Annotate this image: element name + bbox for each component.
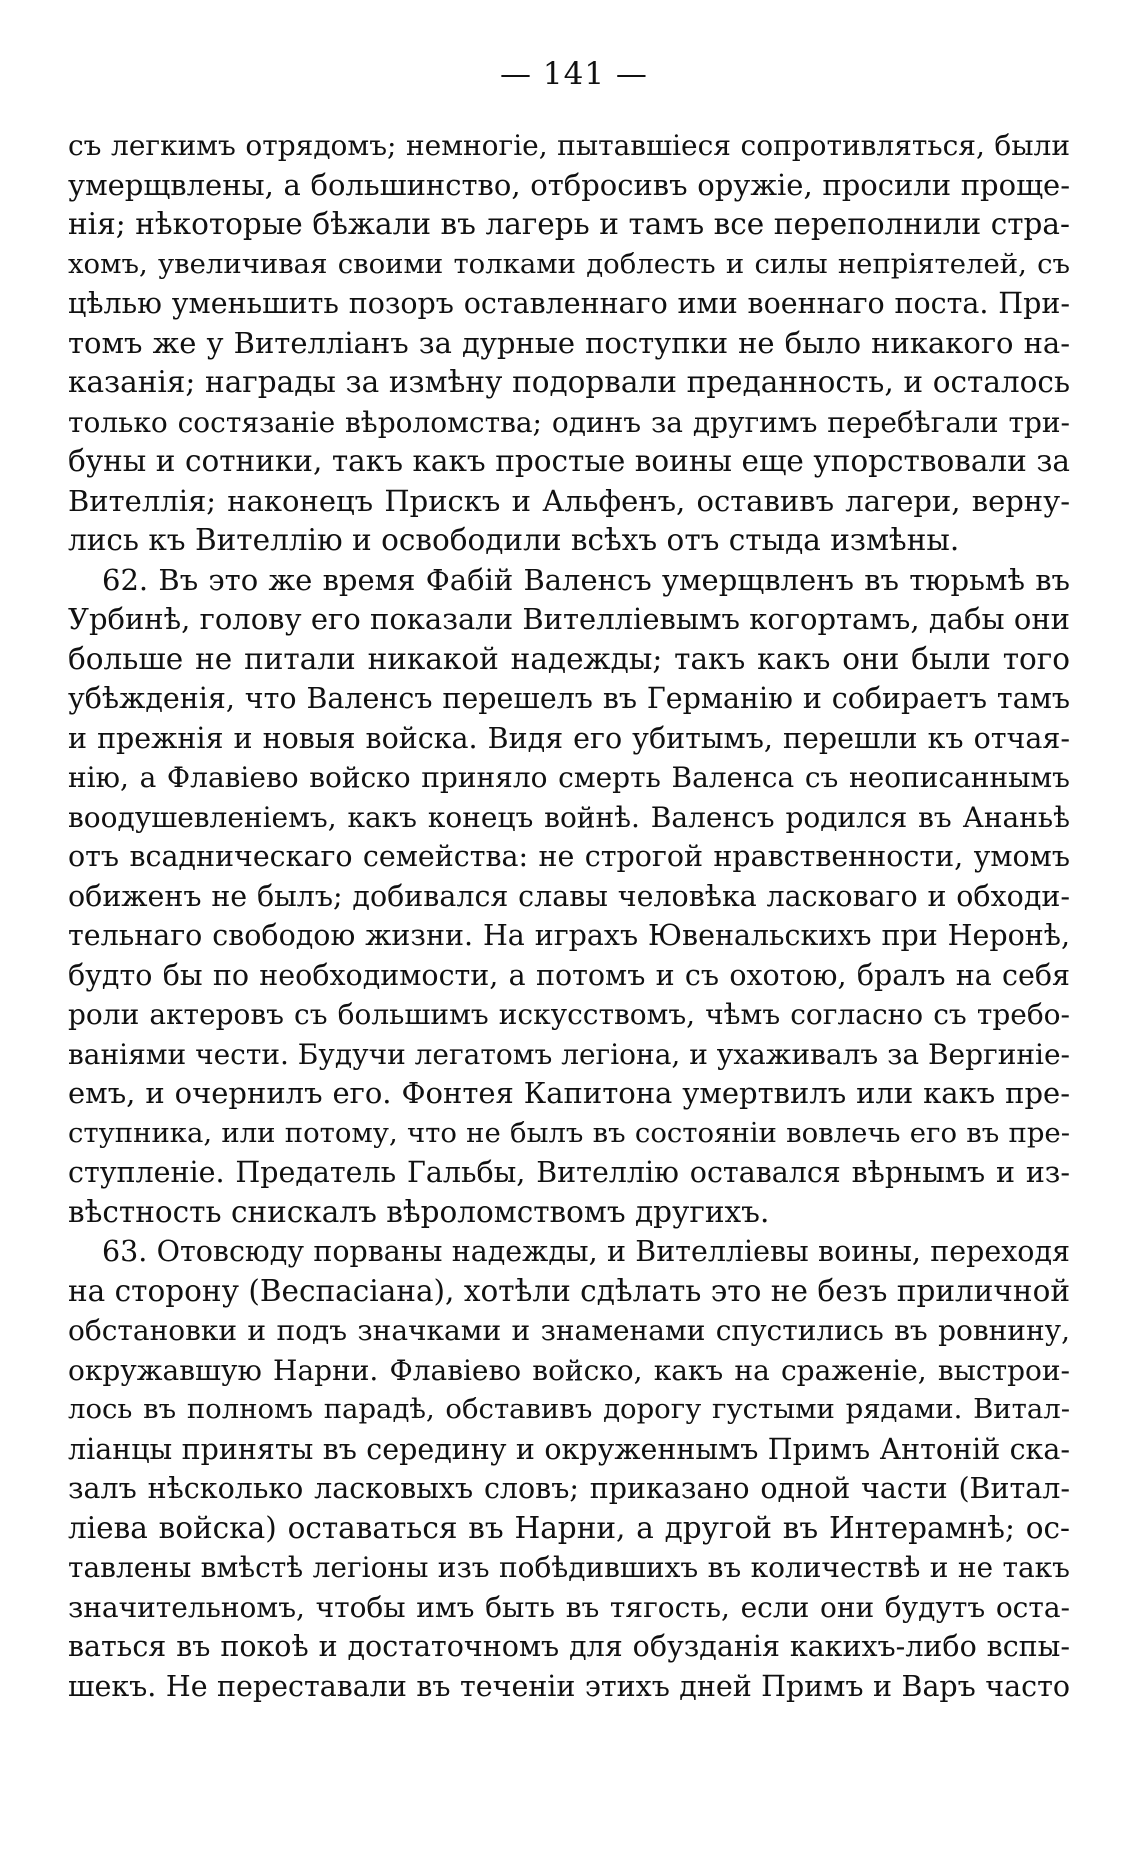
text-line: ступника, или потому, что не былъ въ состояніи вовлечь его въ пре- [68, 1116, 1070, 1149]
text-line: емъ, и очернилъ его. Фонтея Капитона умертвилъ или какъ пре- [68, 1076, 1070, 1110]
text-line: ваніями чести. Будучи легатомъ легіона, и ухаживалъ за Вергиніе- [68, 1037, 1070, 1071]
text-line: ваться въ покоѣ и достаточномъ для обузданія какихъ-либо вспы- [68, 1630, 1070, 1663]
text-line: хомъ, увеличивая своими толками доблесть и силы непріятелей, съ [68, 247, 1070, 280]
text-line: на сторону (Веспасіана), хотѣли сдѣлать это не безъ приличной [68, 1273, 1070, 1308]
text-line: съ легкимъ отрядомъ; немногіе, пытавшіеся сопротивляться, были [68, 129, 1070, 162]
text-line: шекъ. Не переставали въ теченіи этихъ дней Примъ и Варъ часто [68, 1669, 1070, 1703]
text-line: убѣжденія, что Валенсъ перешелъ въ Германію и собираетъ тамъ [68, 682, 1070, 715]
text-line: нію, а Флавіево войско приняло смерть Валенса съ неописаннымъ [68, 761, 1070, 794]
text-line: залъ нѣсколько ласковыхъ словъ; приказано одной части (Витал- [68, 1472, 1070, 1505]
text-line: обстановки и подъ значками и знаменами спустились въ ровнину, [68, 1314, 1070, 1347]
text-line: больше не питали никакой надежды; такъ какъ они были того [68, 641, 1070, 676]
text-line: Урбинѣ, голову его показали Вителліевымъ когортамъ, дабы они [68, 602, 1070, 636]
text-line: умерщвлены, а большинство, отбросивъ оружіе, просили проще- [68, 167, 1070, 202]
text-line: только состязаніе вѣроломства; одинъ за другимъ перебѣгали три- [68, 405, 1070, 439]
text-line: нія; нѣкоторые бѣжали въ лагерь и тамъ все переполнили стра- [68, 207, 1070, 241]
page-number: — 141 — [500, 56, 648, 92]
text-line: обиженъ не былъ; добивался славы человѣка ласковаго и обходи- [68, 879, 1070, 913]
text-line: и прежнія и новыя войска. Видя его убитымъ, перешли къ отчая- [68, 721, 1070, 755]
text-line: Вителлія; наконецъ Прискъ и Альфенъ, оставивъ лагери, верну- [68, 483, 1070, 518]
text-line: вѣстность снискалъ вѣроломствомъ другихъ. [68, 1194, 770, 1229]
paragraph-63-start: 63. Отовсюду порваны надежды, и Вителліевы воины, переходя [102, 1235, 1070, 1268]
text-line: роли актеровъ съ большимъ искусствомъ, чѣмъ согласно съ требо- [68, 998, 1070, 1031]
text-line: воодушевленіемъ, какъ конецъ войнѣ. Валенсъ родился въ Ананьѣ [68, 800, 1070, 834]
paragraph-62-start: 62. Въ это же время Фабій Валенсъ умерщвленъ въ тюрьмѣ въ [102, 562, 1070, 597]
text-line: тавлены вмѣстѣ легіоны изъ побѣдившихъ въ количествѣ и не такъ [68, 1551, 1070, 1584]
text-line: казанія; награды за измѣну подорвали преданность, и осталось [68, 365, 1070, 399]
text-line: ліанцы приняты въ середину и окруженнымъ Примъ Антоній ска- [68, 1432, 1070, 1466]
text-line: будто бы по необходимости, а потомъ и съ охотою, бралъ на себя [68, 958, 1070, 992]
text-line: лось въ полномъ парадѣ, обставивъ дорогу густыми рядами. Витал- [68, 1393, 1070, 1425]
text-line: томъ же у Вителліанъ за дурные поступки не было никакого на- [68, 325, 1070, 360]
text-line: лись къ Вителлію и освободили всѣхъ отъ стыда измѣны. [68, 523, 960, 557]
text-line: буны и сотники, такъ какъ простые воины еще упорствовали за [68, 444, 1070, 478]
text-line: тельнаго свободою жизни. На играхъ Ювенальскихъ при Неронѣ, [68, 919, 1070, 952]
text-line: отъ всадническаго семейства: не строгой нравственности, умомъ [68, 840, 1070, 873]
page-text [68, 126, 1070, 1706]
text-line: ступленіе. Предатель Гальбы, Вителлію оставался вѣрнымъ и из- [68, 1156, 1070, 1189]
text-line: окружавшую Нарни. Флавіево войско, какъ на сраженіе, выстрои- [68, 1353, 1070, 1387]
text-line: ліева войска) оставаться въ Нарни, а другой въ Интерамнѣ; ос- [68, 1510, 1070, 1545]
text-line: цѣлью уменьшить позоръ оставленнаго ими военнаго поста. При- [68, 287, 1070, 320]
text-line: значительномъ, чтобы имъ быть въ тягость, если они будутъ оста- [68, 1590, 1070, 1624]
